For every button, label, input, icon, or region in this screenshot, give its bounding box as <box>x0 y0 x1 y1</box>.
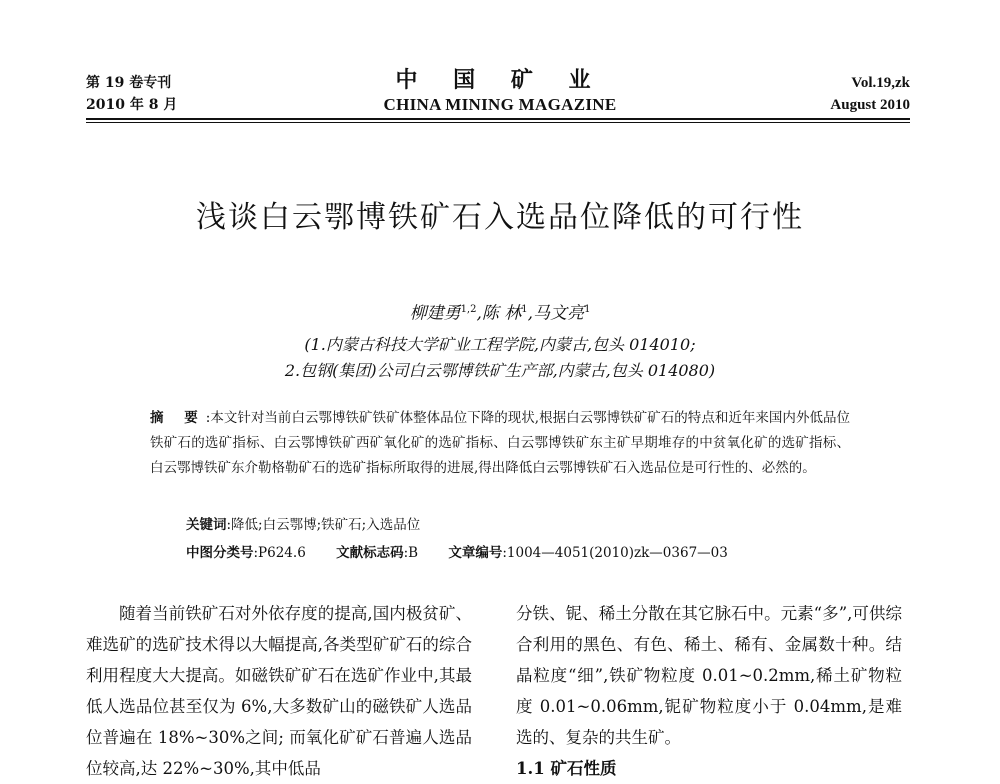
clc-number <box>186 545 306 561</box>
abstract-label: 摘 要 <box>150 410 206 426</box>
author-1: 柳建勇 <box>409 303 461 324</box>
header-rule-thin <box>86 122 910 123</box>
affiliation-2: 2.包钢(集团)公司白云鄂博铁矿生产部,内蒙古,包头 014080) <box>284 361 716 380</box>
author-list <box>0 298 1000 326</box>
header-rule <box>86 118 910 120</box>
header-date-en: August 2010 <box>830 97 910 113</box>
article-number <box>448 545 727 561</box>
header-volume-info-en <box>830 72 910 116</box>
affiliation-1: (1.内蒙古科技大学矿业工程学院,内蒙古,包头 014010; <box>304 335 696 354</box>
journal-name-en: CHINA MINING MAGAZINE <box>383 95 617 114</box>
section-heading: 1.1 矿石性质 <box>516 759 617 778</box>
clc-value: :P624.6 <box>253 545 306 561</box>
header-volume: 第 19 卷专刊 <box>86 75 172 91</box>
keywords <box>186 514 420 536</box>
paper-title: 浅谈白云鄂博铁矿石入选品位降低的可行性 <box>196 200 804 235</box>
abstract <box>150 406 850 481</box>
author-2-affil: 1 <box>521 304 528 315</box>
article-value: :1004—4051(2010)zk—0367—03 <box>502 545 728 561</box>
body-column-right <box>516 598 902 784</box>
article-label: 文章编号 <box>448 545 503 561</box>
classification-line <box>186 542 754 564</box>
keywords-text: :降低;白云鄂博;铁矿石;入选品位 <box>226 517 421 533</box>
clc-label: 中图分类号 <box>186 545 254 561</box>
doc-value: :B <box>403 545 419 561</box>
abstract-text: :本文针对当前白云鄂博铁矿铁矿体整体品位下降的现状,根据白云鄂博铁矿矿石的特点和近年来国内外低品位铁矿石的选矿指标、白云鄂博铁矿西矿氧化矿的选矿指标、白云鄂博铁矿东主矿早期堆存的中贫氧化矿的选矿指标、白云鄂博铁矿东介勒格勒矿石的选矿指标所取得的进展,得出降低白云鄂博铁矿石入选品位是可行性的、必然的。 <box>150 410 851 476</box>
author-3: ,马文亮 <box>527 303 585 324</box>
journal-name-cn: 中 国 矿 业 <box>395 67 605 93</box>
affiliations <box>0 332 1000 384</box>
doc-label: 文献标志码 <box>336 545 404 561</box>
body-paragraph-right: 分铁、铌、稀土分散在其它脉石中。元素“多”,可供综合利用的黑色、有色、稀土、稀有、金属数十种。结晶粒度“细”,铁矿物粒度 0.01~0.2mm,稀土矿物粒度 0.01~0.06mm,铌矿物粒度小于 0.04mm,是难选的、复杂的共生矿。 <box>516 604 902 747</box>
document-code <box>336 545 418 561</box>
author-3-affil: 1 <box>584 304 591 315</box>
author-1-affil: 1,2 <box>460 304 477 315</box>
body-paragraph-left: 随着当前铁矿石对外依存度的提高,国内极贫矿、难选矿的选矿技术得以大幅提高,各类型矿矿石的综合利用程度大大提高。如磁铁矿矿石在选矿作业中,其最低人选品位甚至仅为 6%,大多数矿山的磁铁矿人选品位普遍在 18%~30%之间; 而氧化矿矿石普遍人选品位较高,达 22%~30%,其中低品 <box>86 604 472 778</box>
header-volume-en: Vol.19,zk <box>851 75 910 91</box>
body-column-left <box>86 598 472 784</box>
header-date-cn: 2010 年 8 月 <box>86 97 178 113</box>
author-2: ,陈 林 <box>476 303 522 324</box>
keywords-label: 关键词 <box>186 517 227 533</box>
